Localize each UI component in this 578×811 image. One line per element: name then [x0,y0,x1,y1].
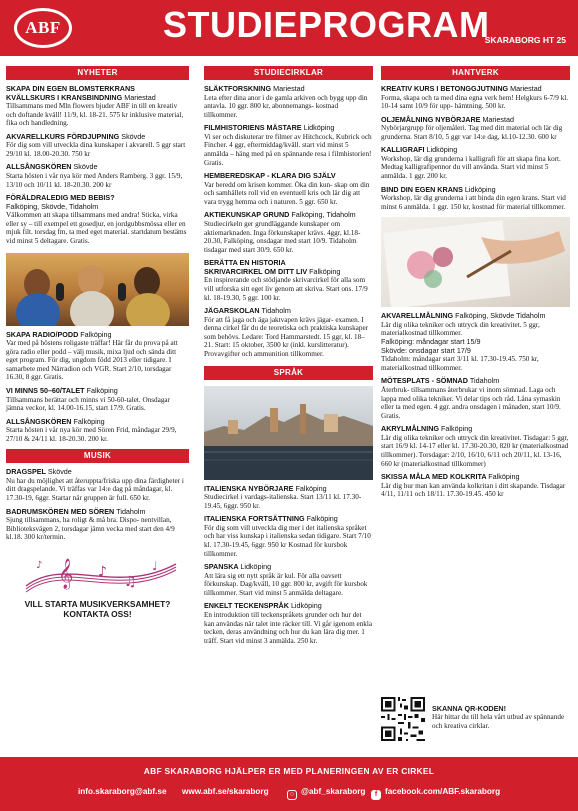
course-item [204,602,373,645]
painting-illustration [381,217,570,307]
course-item [6,163,189,189]
course-title: SPANSKA Lidköping [204,562,272,572]
course-description: Tillsammans med Mln flowers bjuder ABF in till en kreativ och doftande kväll! 11/9, kl. 18-21. 575 kr inklusive material, fika och handledning. [6,102,184,128]
course-item [381,425,570,468]
course-description: Studiecirkeln ger grundläggande kunskaper om aktiemarknaden. Inga förkunskaper krävs. 4ggr, kl.18-20.30, Falköping, onsdagar med start 10/9. Tidaholm tisdagar med start 30/9. 650 kr. [204,219,361,254]
course-item [204,515,373,558]
course-title: SKAPA DIN EGEN BLOMSTERKRANS KVÄLLSKURS I KRANSBINDNING Mariestad [6,84,156,102]
section-header-hantverk: HANTVERK [381,66,570,80]
course-item [381,146,570,180]
svg-text:♩: ♩ [152,558,158,573]
course-item [204,85,373,119]
svg-text:𝄞: 𝄞 [58,558,74,589]
facebook-icon: f [371,790,381,800]
svg-text:♫: ♫ [124,573,137,590]
course-item [6,508,189,542]
qr-title: SKANNA QR-KODEN! [432,704,507,713]
course-title: SKISSA MÅLA MED KOLKRITA Falköping [381,472,520,482]
schedule-line: Falköping: måndagar start 15/9 [381,337,481,347]
course-title: SLÄKTFORSKNING Mariestad [204,84,305,93]
course-item [6,468,189,502]
course-item [204,211,373,254]
course-description: För dig som vill utveckla dina kunskaper i akvarell. 5 ggr start 29/10 kl. 18.00-20.30. 750 kr [6,141,186,158]
course-description: Lär dig hur man kan använda kolkritan i ditt skapande. Tisdagar 4/11, 11/11 och 18/11. 17.30-19.45. 450 kr [381,481,566,499]
section-header-musik: MUSIK [6,449,189,463]
schedule-line: Tidaholm: måndagar start 3/11 kl. 17.30-19.45. 750 kr, materialkostnad tillkommer. [381,355,539,372]
music-notes-illustration [6,546,189,596]
course-title: HEMBEREDSKAP - KLARA DIG SJÄLV [204,171,336,181]
course-description: Starta hösten i vår nya kör med Sören Frid, måndagar 29/9, 27/10 & 24/11 kl. 18-20.30. 200 kr. [6,426,177,443]
course-description: Tillsammans berättar och minns vi 50-60-talet. Onsdagar jämna veckor, kl. 14.00-16.15, start 17/9. Gratis. [6,395,171,413]
course-title: AKVARELLKURS FÖRDJUPNING Skövde [6,131,146,141]
course-title: BIND DIN EGEN KRANS Lidköping [381,184,496,194]
section-header-studiecirklar: STUDIECIRKLAR [204,66,373,80]
course-title: KALLIGRAFI Lidköping [381,145,458,155]
course-item [381,377,570,420]
course-description: Var beredd om krisen kommer. Öka din kun- skap om din och samhällets roll vid en eventuell kris och lär dig att vara trygg hemma och i naturen. 5 ggr. 650 kr. [204,180,370,206]
section-header-sprak: SPRÅK [204,366,373,380]
course-description: Sjung tillsammans, ha roligt & må bra. Dispo- nentvillan, Biblioteksvägen 2, torsdagar jämn vecka med start den 4/9 kl.18. 300 kr/termin. [6,516,175,542]
course-description: Vi ser och diskuterar tre filmer av Hitchcock, Kubrick och Fincher. 4 ggr, eftermiddag/kväll. start vid minst 5 anmälda – häng med på en spännande resa i filmhistorien! Gratis. [204,132,372,167]
abf-logo[interactable]: ABF [14,8,72,48]
svg-text:♪: ♪ [98,563,107,580]
course-title: VI MINNS 50–60/TALET Falköping [6,386,118,395]
course-title: JÄGARSKOLAN Tidaholm [204,306,291,316]
footer-facebook-link[interactable]: f facebook.com/ABF.skaraborg [371,787,500,800]
course-item [6,133,189,159]
course-title: ITALIENSKA NYBÖRJARE Falköping [204,483,327,493]
column-hantverk [381,66,570,499]
radio-podcast-photo [6,253,189,326]
course-item [381,116,570,142]
course-description: En introduktion till teckenspråkets grunder och hur det kan användas när talet inte räcker till. Vi går igenom enkla tecken, deras användning och hur du kan lära dig mer. 1 träff. Start vid minst 3 anmälda. 250 kr. [204,610,373,645]
course-title: AKVARELLMÅLNING Falköping, Skövde Tidaholm [381,311,546,321]
course-title: ALLSÅNGSKÖREN Falköping [6,416,105,426]
course-title: MÖTESPLATS - SÖMNAD Tidaholm [381,376,500,386]
music-call-to-action: VILL STARTA MUSIKVERKSAMHET? KONTAKTA OSS! [24,598,171,619]
qr-description: Här hittar du till hela vårt utbud av spännande och kreativa cirklar. [432,713,565,730]
course-item [204,172,373,206]
course-item [204,307,373,358]
page-title: STUDIEPROGRAM [163,4,490,45]
course-item [381,473,570,499]
course-description: För att få jaga och äga jaktvapen krävs jägar- examen. I denna cirkel får du de teoretiska och praktiska kunskaper som behövs. Ledare: Tord Hammarstedt. 15 ggr, kl. 18–21. Start: 15 oktober, 3500 kr (inkl. kurslitteratur). Provavgifter och ammunition tillkommer. [204,315,369,358]
page-subtitle: SKARABORG HT 25 [484,35,566,45]
course-title: AKRYLMÅLNING Falköping [381,424,473,434]
qr-code-icon[interactable] [381,697,425,741]
course-description: För dig som vill utveckla dig mer i det italienska språket och har viss kunskap i italienska sedan tidigare. Start 7/10 kl. 17.30-19.45, 6ggr. 950 kr Kostnad för kursbok tillkommer. [204,523,371,558]
column-studiecirklar [204,66,373,645]
footer-web-link[interactable]: www.abf.se/skaraborg [182,787,269,796]
course-item [381,186,570,212]
page-header [0,0,578,56]
course-description: Nybörjargrupp för oljemåleri. Tag med ditt material och lär dig grunderna. Start 8/10, 5 ggr var 14:e dag, kl.10-12.30. 600 kr [381,124,563,141]
course-description: Studiecirkel i vardags-italienska. Start 13/11 kl. 17.30-19.45, 6ggr. 950 kr. [204,493,362,510]
course-item [381,85,570,111]
course-description: Välkommen att skapa tillsammans med andra! Sticka, virka eller sy – till exempel ett gosedjur, en jordgubbsmössa eller en mjuk filt. torsdag fm, ta med eget material. startdatum bestäms vid minst 5 deltagare. Gratis. [6,211,187,245]
course-title: DRAGSPEL Skövde [6,467,72,477]
course-description: Var med på höstens roligaste träffar! Här får du prova på att göra radio eller podd – välj musik, mixa ljud och sända ditt eget program. För dig, ungdom född 2013 eller tidigare. I samarbete med Närradion och VGR. Start 2/10, torsdagar 16.30, 8 ggr. Gratis. [6,339,178,382]
footer-instagram-link[interactable]: ○ @abf_skaraborg [287,787,365,800]
course-description: Starta hösten i vår nya kör med Anders Ramberg. 3 ggr. 15/9, 13/10 och 10/11 kl. 18-20.30. 200 kr [6,171,183,189]
course-title: FÖRÄLDRALEDIG MED BEBIS? Falköping, Skövde, Tidaholm [6,193,115,211]
course-description: Lär dig olika tekniker och uttryck din kreativitet. 5 ggr, materialkostnad tillkommer. [381,320,540,338]
course-title: KREATIV KURS I BETONGGJUTNING Mariestad [381,84,542,93]
section-header-nyheter: NYHETER [6,66,189,80]
course-title: ALLSÅNGSKÖREN Skövde [6,162,98,172]
course-item [6,85,189,128]
town-landscape-illustration [204,386,373,480]
instagram-icon: ○ [287,790,297,800]
course-title: BERÄTTA EN HISTORIA SKRIVARCIRKEL OM DITT LIV Falköping [204,258,341,276]
column-nyheter [6,66,189,619]
course-title: ITALIENSKA FORTSÄTTNING Falköping [204,514,338,524]
course-item [204,563,373,597]
course-title: OLJEMÅLNING NYBÖRJARE Mariestad [381,114,514,124]
course-item [381,312,570,372]
course-description: Forma, skapa och ta med dina egna verk hem! Helgkurs 6-7/9 kl. 10-14 samt 10/9 för upp- hämtning. 500 kr. [381,93,569,111]
course-item [204,485,373,511]
course-description: Workshop, lär dig grunderna i kalligrafi för att skapa fina kort. Medtag kalligrafipennor du vill använda. Start vid minst 5 anmälda. 1 ggr. 200 kr. [381,154,561,181]
course-title: FILMHISTORIENS MÄSTARE Lidköping [204,123,335,133]
course-item [6,387,189,413]
schedule-line: Skövde: onsdagar start 17/9 [381,345,471,355]
italian-town-photo [204,386,373,480]
page-footer [0,757,578,811]
course-description: Lär dig olika tekniker och uttryck din kreativitet. Tisdagar: 5 ggr, start 16/9 kl. 14-17 eller kl. 17.30-20.30, 820 kr (materialkostnad tillkommer). Torsdagar: 2/10, 16/10, 6/11 och 20/11, kl. 13-16, 660 kr (materialkostnad tillkommer) [381,433,569,468]
music-notes-icon [6,546,189,596]
course-item [204,259,373,302]
course-title: AKTIEKUNSKAP GRUND Falköping, Tidaholm [204,210,356,220]
course-description: Workshop, lär dig grunderna i att binda din egen krans. Start vid minst 6 anmälda. 1 ggr. 150 kr, kostnad för material tillkommer. [381,194,566,211]
course-item [6,418,189,444]
course-item [6,331,189,382]
course-description: Leta efter dina anor i de gamla arkiven och bygg upp din antavla. 10 ggr. 800 kr, abonnemangs- kostnad tillkommer. [204,93,368,119]
course-item [6,194,189,245]
course-title: SKAPA RADIO/PODD Falköping [6,329,112,339]
qr-info [432,705,570,730]
svg-text:♪: ♪ [36,559,43,571]
course-title: BADRUMSKÖREN MED SÖREN Tidaholm [6,506,146,516]
course-description: En inspirerande och stödjande skrivarcirkel för alla som vill utforska sitt eget liv genom att skriva. Start ons. 17/9 kl. 18-19.30, 5 ggr. 100 kr. [204,276,368,302]
painting-hand-photo [381,217,570,307]
course-description: Nu har du möjlighet att återuppta/friska upp dina färdigheter i ditt dragspelande. Vi träffas var 14:e dag på måndagar, kl. 17.30-19, 6ggr. Startar när gruppen är full. 650 kr. [6,476,184,503]
footer-email-link[interactable]: info.skaraborg@abf.se [78,787,167,796]
course-description: Återbruk- tillsammans återbrukar vi inom sömnad. Laga och lappa med olika tekniker. Vi delar tips och råd. Låna symaskin eller ta med egen. 4 ggr. andra onsdagen i månaden, start 10/9. Gratis. [381,385,561,420]
course-title: ENKELT TECKENSPRÅK Lidköping [204,601,322,611]
footer-tagline: ABF SKARABORG HJÄLPER ER MED PLANERINGEN AV ER CIRKEL [143,766,435,776]
course-item [204,124,373,167]
course-description: Att lära sig ett nytt språk är kul. För alla oavsett förkunskap. Dag/kväll, 10 ggr. 800 kr, avgift för kursbok tillkommer. Start vid minst 5 anmälda deltagare. [204,571,368,597]
